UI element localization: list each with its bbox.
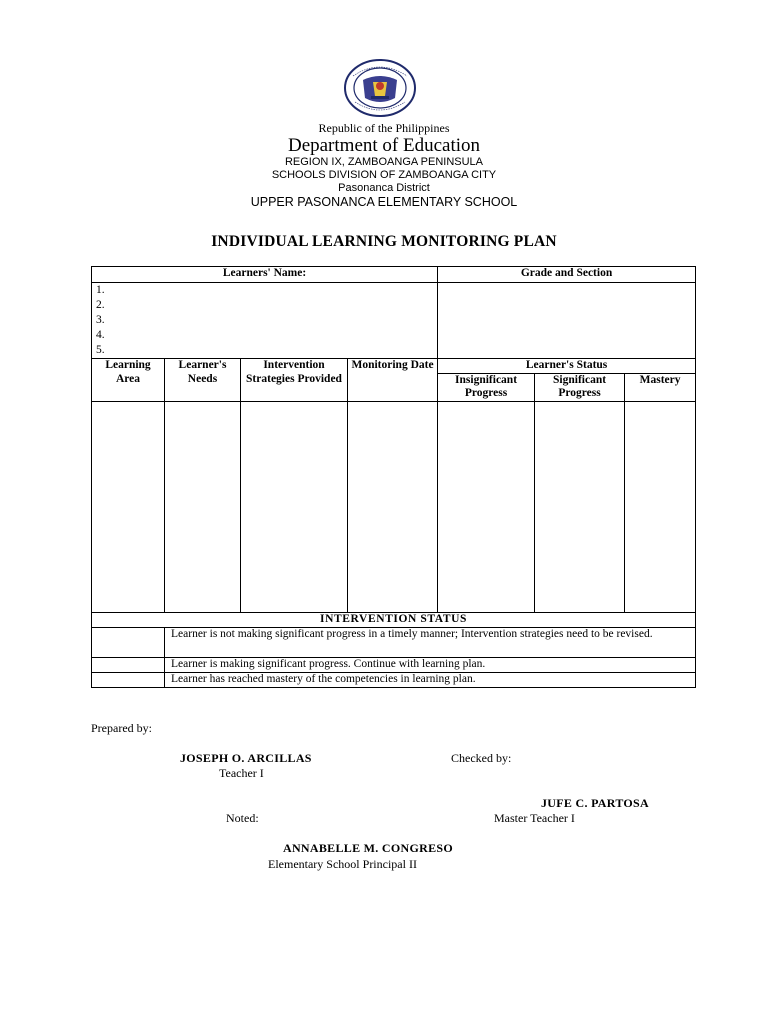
intervention-strategies-cell[interactable] [241, 401, 348, 612]
deped-seal-logo [343, 58, 417, 118]
learner-number: 2. [96, 299, 105, 311]
learners-needs-header: Learner's Needs [165, 359, 241, 402]
significant-progress-header: Significant Progress [535, 373, 625, 401]
checker-name: JUFE C. PARTOSA [541, 796, 649, 810]
checked-by-label: Checked by: [451, 751, 512, 765]
intervention-status-header: INTERVENTION STATUS [92, 612, 696, 627]
learner-number: 4. [96, 329, 105, 341]
learner-number: 1. [96, 284, 105, 296]
school-name: UPPER PASONANCA ELEMENTARY SCHOOL [250, 195, 518, 209]
region-line: REGION IX, ZAMBOANGA PENINSULA [284, 156, 484, 168]
republic-line: Republic of the Philippines [318, 121, 450, 135]
grade-section-header: Grade and Section [438, 267, 696, 283]
status-text-revise: Learner is not making significant progress in a timely manner; Intervention strategies need to be revised. [165, 627, 696, 657]
significant-progress-cell[interactable] [535, 401, 625, 612]
monitoring-plan-table [91, 266, 696, 688]
learner-number: 3. [96, 314, 105, 326]
learning-area-cell[interactable] [92, 401, 165, 612]
learners-needs-cell[interactable] [165, 401, 241, 612]
checker-title: Master Teacher I [494, 811, 575, 825]
learners-status-header: Learner's Status [438, 359, 696, 374]
preparer-title: Teacher I [219, 766, 264, 780]
insignificant-progress-header: Insignificant Progress [438, 373, 535, 401]
status-text-mastery: Learner has reached mastery of the competencies in learning plan. [165, 672, 696, 687]
noter-name: ANNABELLE M. CONGRESO [283, 841, 453, 855]
status-marker-cell[interactable] [92, 627, 165, 657]
department-name: Department of Education [287, 135, 481, 156]
preparer-name: JOSEPH O. ARCILLAS [180, 751, 312, 765]
document-title: INDIVIDUAL LEARNING MONITORING PLAN [211, 233, 557, 250]
status-marker-cell[interactable] [92, 657, 165, 672]
monitoring-date-cell[interactable] [348, 401, 438, 612]
status-marker-cell[interactable] [92, 672, 165, 687]
intervention-strategies-header: Intervention Strategies Provided [241, 359, 348, 402]
mastery-cell[interactable] [625, 401, 696, 612]
noted-label: Noted: [226, 811, 259, 825]
prepared-by-label: Prepared by: [91, 721, 152, 735]
division-line: SCHOOLS DIVISION OF ZAMBOANGA CITY [271, 169, 497, 181]
noter-title: Elementary School Principal II [268, 857, 417, 871]
status-text-continue: Learner is making significant progress. Continue with learning plan. [165, 657, 696, 672]
learners-name-header: Learners' Name: [92, 267, 438, 283]
learning-area-header: Learning Area [92, 359, 165, 402]
learner-number: 5. [96, 344, 105, 356]
district-line: Pasonanca District [338, 182, 430, 194]
monitoring-date-header: Monitoring Date [348, 359, 438, 402]
mastery-header: Mastery [625, 373, 696, 401]
insignificant-progress-cell[interactable] [438, 401, 535, 612]
grade-section-cell[interactable] [438, 283, 696, 359]
learner-name-list[interactable] [92, 283, 438, 359]
